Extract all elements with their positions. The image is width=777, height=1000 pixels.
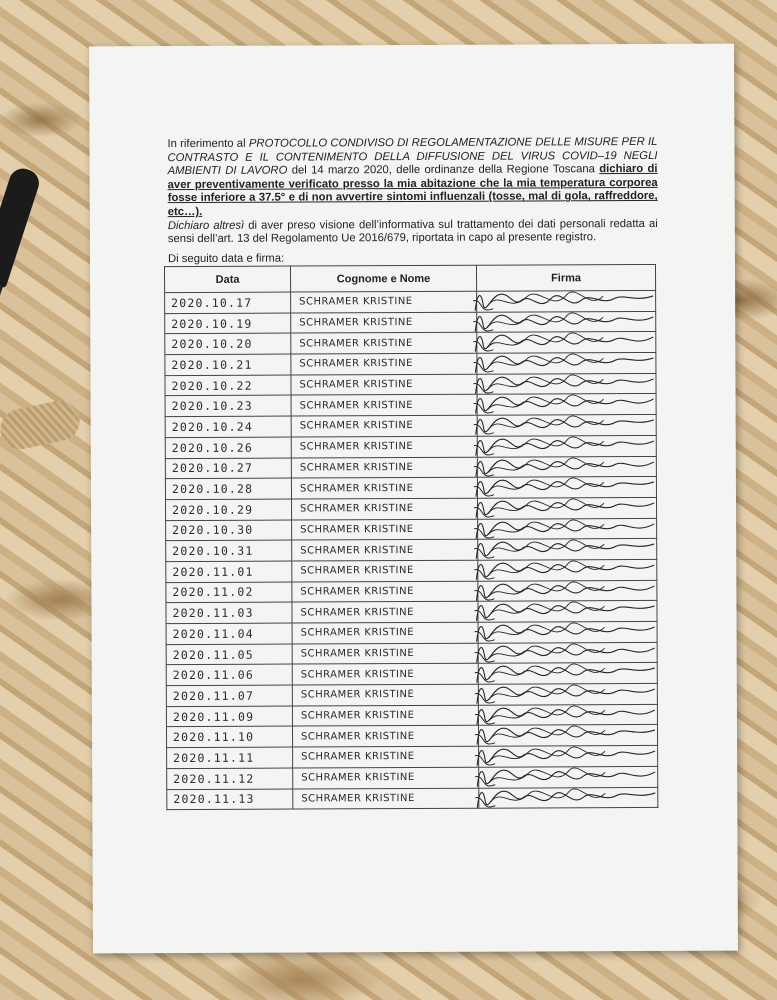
- text-run: In riferimento al: [167, 137, 249, 151]
- row-name: SCHRAMER KRISTINE: [292, 705, 478, 726]
- row-date: 2020.10.30: [166, 520, 292, 541]
- text-run: del 14 marzo 2020, delle ordinanze della Regione Toscana: [287, 163, 600, 177]
- declaration-text: [167, 136, 657, 247]
- row-date: 2020.11.07: [166, 685, 292, 706]
- row-name: SCHRAMER KRISTINE: [292, 498, 478, 519]
- row-date: 2020.11.11: [167, 747, 293, 768]
- table-lead-text: Di seguito data e firma:: [167, 252, 285, 266]
- row-name: SCHRAMER KRISTINE: [293, 767, 479, 788]
- row-name: SCHRAMER KRISTINE: [291, 374, 477, 395]
- attendance-table: [164, 264, 658, 810]
- row-date: 2020.10.29: [166, 499, 292, 520]
- row-date: 2020.11.13: [167, 789, 293, 810]
- row-date: 2020.10.19: [165, 313, 291, 334]
- row-name: SCHRAMER KRISTINE: [291, 333, 477, 354]
- row-name: SCHRAMER KRISTINE: [291, 457, 477, 478]
- text-run: Dichiaro altresì: [167, 219, 245, 232]
- row-date: 2020.11.10: [166, 726, 292, 747]
- text-run: PROTOCOLLO CONDIVISO DI REGOLAMENTAZIONE DELLE MISURE PER IL CONTRASTO E IL CONTENIMENTO DELLA DIFFUSIONE DEL VIRUS COVID–19 NEGLI AMBIENTI DI LAVORO: [167, 135, 658, 178]
- row-name: SCHRAMER KRISTINE: [292, 726, 478, 747]
- row-date: 2020.10.21: [165, 354, 291, 375]
- row-name: SCHRAMER KRISTINE: [292, 581, 478, 602]
- header-signature: Firma: [476, 264, 655, 291]
- row-date: 2020.10.26: [165, 437, 291, 458]
- privacy-paragraph: [168, 217, 658, 246]
- row-date: 2020.10.20: [165, 333, 291, 354]
- declaration-paragraph: [167, 136, 657, 220]
- row-name: SCHRAMER KRISTINE: [292, 602, 478, 623]
- row-name: SCHRAMER KRISTINE: [292, 519, 478, 540]
- row-name: SCHRAMER KRISTINE: [292, 539, 478, 560]
- row-date: 2020.10.27: [165, 458, 291, 479]
- row-date: 2020.11.06: [166, 664, 292, 685]
- row-date: 2020.10.24: [165, 416, 291, 437]
- text-run: di aver preso visione dell’informativa sul trattamento dei dati personali redatta ai sensi dell’art. 13 del Regolamento Ue 2016/679, riportata in capo al presente registro.: [167, 217, 658, 246]
- row-name: SCHRAMER KRISTINE: [291, 312, 477, 333]
- row-date: 2020.11.03: [166, 602, 292, 623]
- row-name: SCHRAMER KRISTINE: [292, 643, 478, 664]
- row-name: SCHRAMER KRISTINE: [292, 560, 478, 581]
- row-date: 2020.11.12: [167, 768, 293, 789]
- text-run: dichiaro di aver preventivamente verificato presso la mia abitazione che la mia temperatura corporea fosse inferiore a 37.5° e di non avvertire sintomi influenzali (tosse, mal di gola, raffreddore, etc…).: [167, 163, 658, 219]
- row-name: SCHRAMER KRISTINE: [293, 788, 479, 809]
- row-date: 2020.10.23: [165, 395, 291, 416]
- row-name: SCHRAMER KRISTINE: [291, 477, 477, 498]
- row-name: SCHRAMER KRISTINE: [292, 622, 478, 643]
- row-date: 2020.11.09: [166, 706, 292, 727]
- twine-string: [0, 397, 83, 453]
- row-name: SCHRAMER KRISTINE: [291, 395, 477, 416]
- row-date: 2020.11.04: [166, 623, 292, 644]
- row-signature: [479, 787, 658, 808]
- row-date: 2020.10.17: [165, 292, 291, 313]
- row-date: 2020.10.22: [165, 375, 291, 396]
- row-name: SCHRAMER KRISTINE: [291, 436, 477, 457]
- row-name: SCHRAMER KRISTINE: [291, 291, 477, 312]
- table-row: [167, 787, 658, 810]
- row-date: 2020.11.05: [166, 644, 292, 665]
- header-date: Data: [164, 266, 290, 293]
- header-name: Cognome e Nome: [290, 265, 476, 292]
- registration-sheet: [89, 44, 738, 954]
- row-name: SCHRAMER KRISTINE: [292, 664, 478, 685]
- row-name: SCHRAMER KRISTINE: [293, 746, 479, 767]
- row-name: SCHRAMER KRISTINE: [292, 684, 478, 705]
- row-date: 2020.11.01: [166, 561, 292, 582]
- row-date: 2020.10.31: [166, 540, 292, 561]
- row-date: 2020.10.28: [165, 478, 291, 499]
- row-date: 2020.11.02: [166, 582, 292, 603]
- handwritten-signature: [471, 782, 671, 813]
- row-name: SCHRAMER KRISTINE: [291, 415, 477, 436]
- pen-cap: [0, 165, 43, 288]
- row-name: SCHRAMER KRISTINE: [291, 353, 477, 374]
